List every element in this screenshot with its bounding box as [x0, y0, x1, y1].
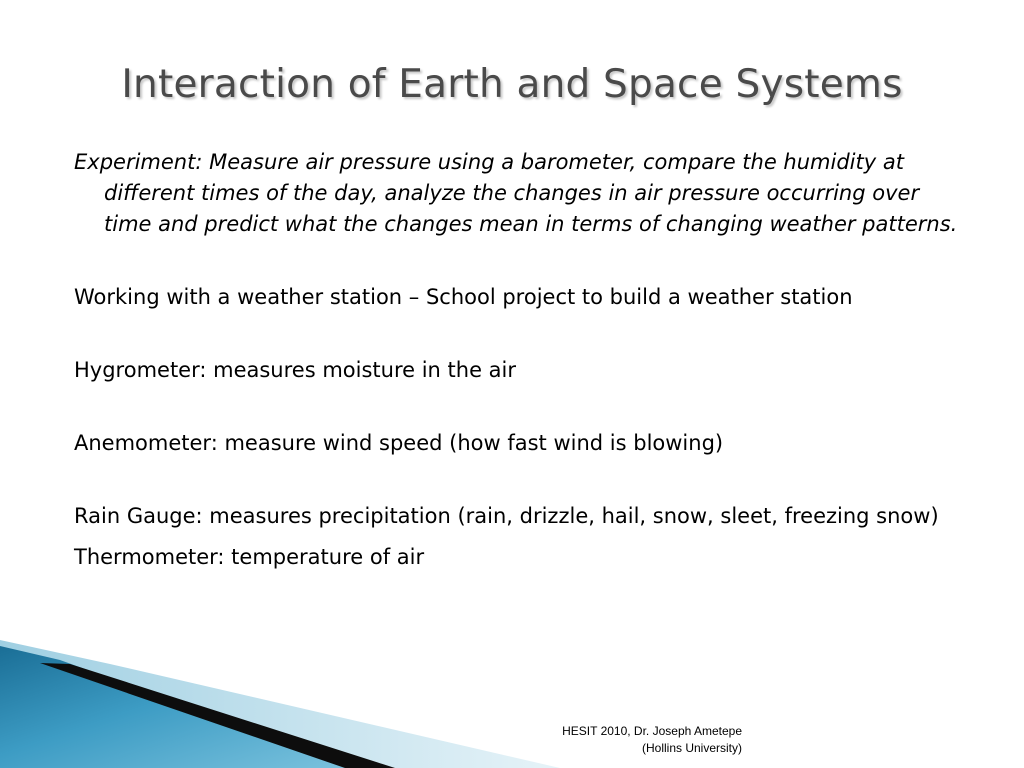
paragraph-anemometer: Anemometer: measure wind speed (how fast wind is blowing) [74, 431, 724, 455]
paragraph-hygrometer: Hygrometer: measures moisture in the air [74, 358, 517, 382]
slide-footer [562, 723, 742, 757]
footer-line-1: HESIT 2010, Dr. Joseph Ametepe [562, 724, 742, 738]
paragraph-experiment [74, 147, 964, 240]
slide-title: Interaction of Earth and Space Systems [121, 62, 903, 107]
paragraph-weather-station: Working with a weather station – School project to build a weather station [74, 285, 853, 309]
footer-line-2: (Hollins University) [641, 741, 742, 755]
paragraph-rain-gauge: Rain Gauge: measures precipitation (rain, drizzle, hail, snow, sleet, freezing snow) [74, 504, 939, 528]
paragraph-thermometer: Thermometer: temperature of air [74, 545, 425, 569]
experiment-label: Experiment: [74, 150, 203, 174]
experiment-text: Measure air pressure using a barometer, compare the humidity at different times of the day, analyze the changes in air pressure occurring over time and predict what the changes mean in terms of changing weather patterns. [104, 150, 958, 236]
slide-body [74, 147, 964, 573]
